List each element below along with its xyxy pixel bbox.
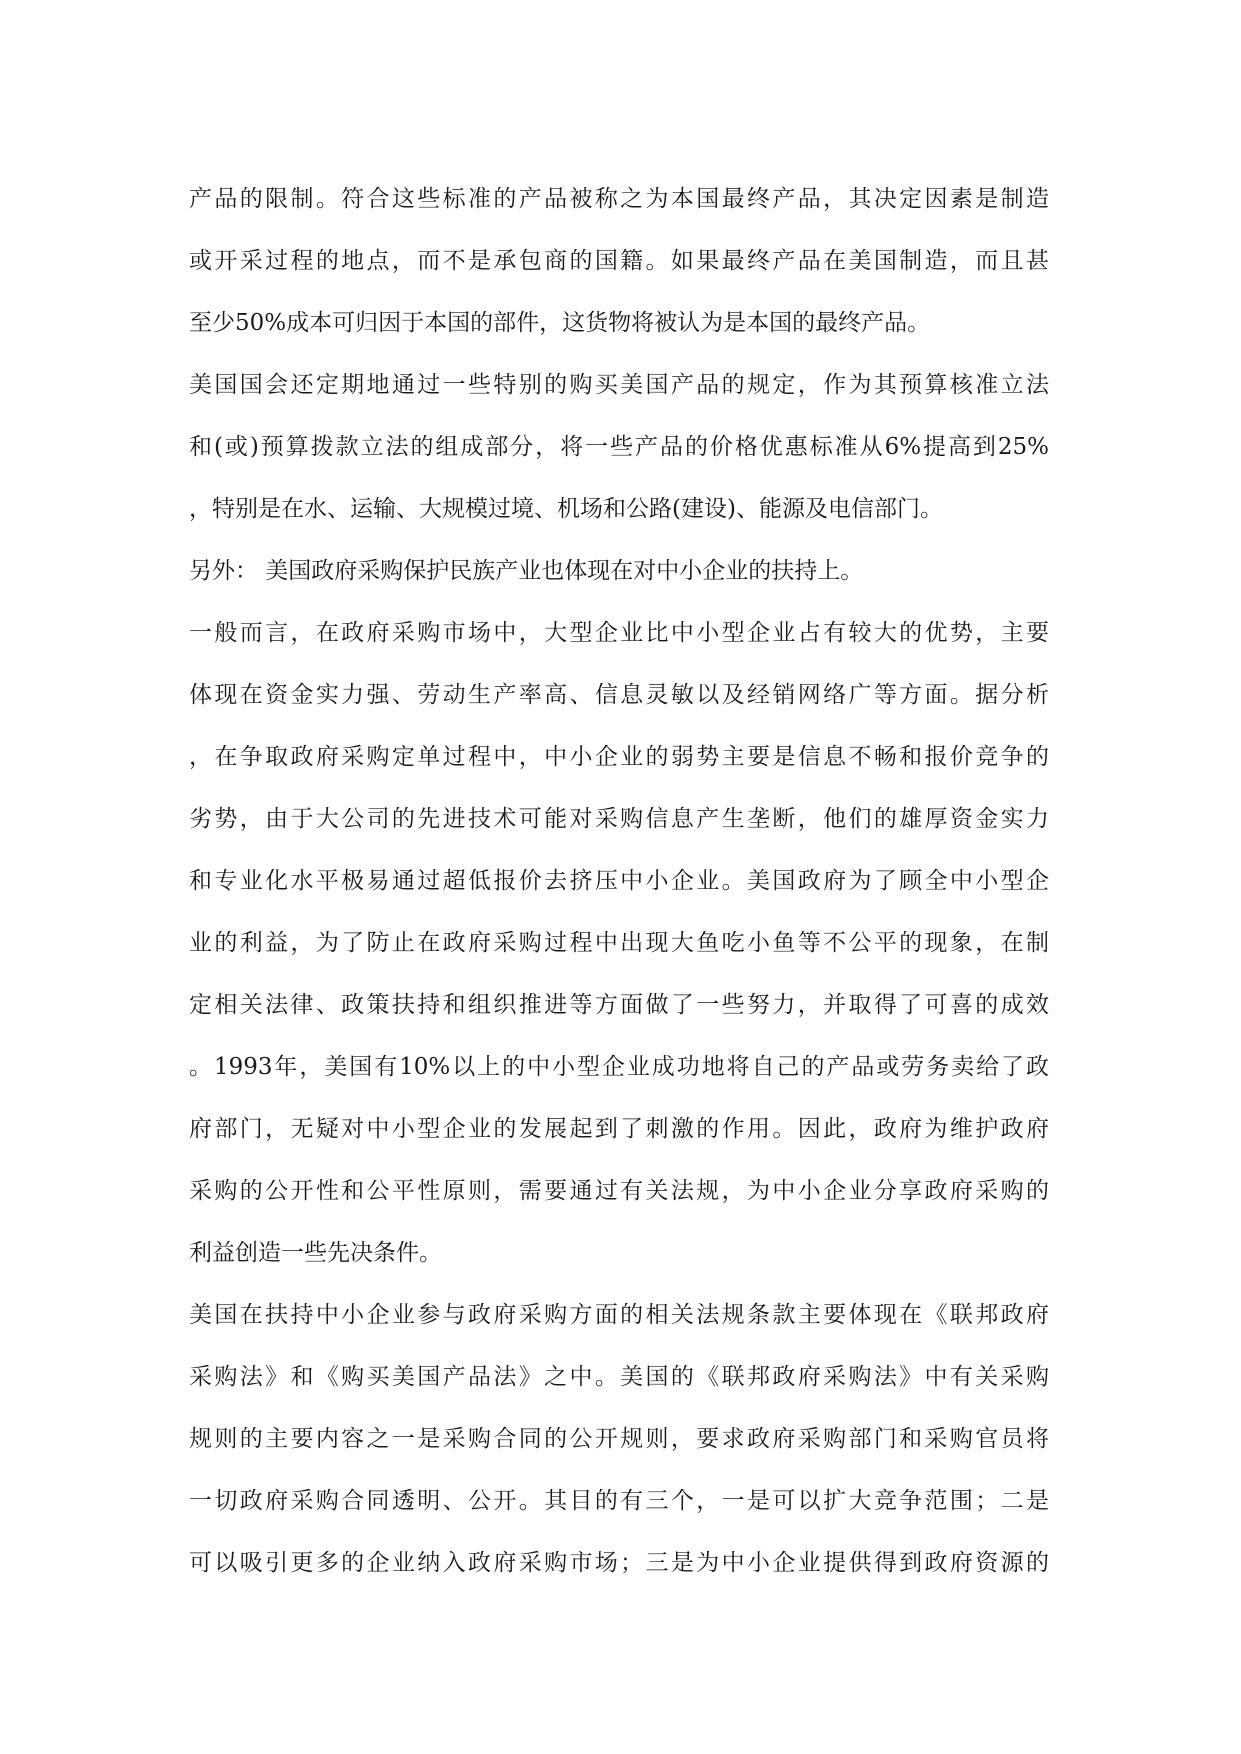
text-line: 美国在扶持中小企业参与政府采购方面的相关法规条款主要体现在《联邦政府 — [189, 1302, 1049, 1328]
text-line: ，特别是在水、运输、大规模过境、机场和公路(建设)、能源及电信部门。 — [189, 496, 943, 522]
text-line: 利益创造一些先决条件。 — [189, 1240, 442, 1266]
body-text — [189, 168, 1049, 1594]
text-line: ，在争取政府采购定单过程中，中小企业的弱势主要是信息不畅和报价竞争的 — [189, 744, 1049, 770]
text-line: 至少50%成本可归因于本国的部件，这货物将被认为是本国的最终产品。 — [189, 310, 931, 336]
text-line: 府部门，无疑对中小型企业的发展起到了刺激的作用。因此，政府为维护政府 — [189, 1116, 1049, 1142]
text-line: 产品的限制。符合这些标准的产品被称之为本国最终产品，其决定因素是制造 — [189, 186, 1049, 212]
text-line: 采购的公开性和公平性原则，需要通过有关法规，为中小企业分享政府采购的 — [189, 1178, 1049, 1204]
text-line: 。1993年，美国有10%以上的中小型企业成功地将自己的产品或劳务卖给了政 — [189, 1054, 1049, 1080]
text-line: 劣势，由于大公司的先进技术可能对采购信息产生垄断，他们的雄厚资金实力 — [189, 806, 1049, 832]
text-line: 体现在资金实力强、劳动生产率高、信息灵敏以及经销网络广等方面。据分析 — [189, 682, 1049, 708]
text-line: 规则的主要内容之一是采购合同的公开规则，要求政府采购部门和采购官员将 — [189, 1426, 1049, 1452]
text-line: 一切政府采购合同透明、公开。其目的有三个，一是可以扩大竞争范围；二是 — [189, 1488, 1049, 1514]
text-line: 另外： 美国政府采购保护民族产业也体现在对中小企业的扶持上。 — [189, 558, 864, 584]
text-line: 业的利益，为了防止在政府采购过程中出现大鱼吃小鱼等不公平的现象，在制 — [189, 930, 1049, 956]
text-line: 或开采过程的地点，而不是承包商的国籍。如果最终产品在美国制造，而且甚 — [189, 248, 1049, 274]
text-line: 和专业化水平极易通过超低报价去挤压中小企业。美国政府为了顾全中小型企 — [189, 868, 1049, 894]
text-line: 和(或)预算拨款立法的组成部分，将一些产品的价格优惠标准从6%提高到25% — [189, 434, 1049, 460]
text-line: 可以吸引更多的企业纳入政府采购市场；三是为中小企业提供得到政府资源的 — [189, 1550, 1049, 1576]
text-line: 一般而言，在政府采购市场中，大型企业比中小型企业占有较大的优势，主要 — [189, 620, 1049, 646]
text-line: 采购法》和《购买美国产品法》之中。美国的《联邦政府采购法》中有关采购 — [189, 1364, 1049, 1390]
text-line: 美国国会还定期地通过一些特别的购买美国产品的规定，作为其预算核准立法 — [189, 372, 1049, 398]
text-line: 定相关法律、政策扶持和组织推进等方面做了一些努力，并取得了可喜的成效 — [189, 992, 1049, 1018]
